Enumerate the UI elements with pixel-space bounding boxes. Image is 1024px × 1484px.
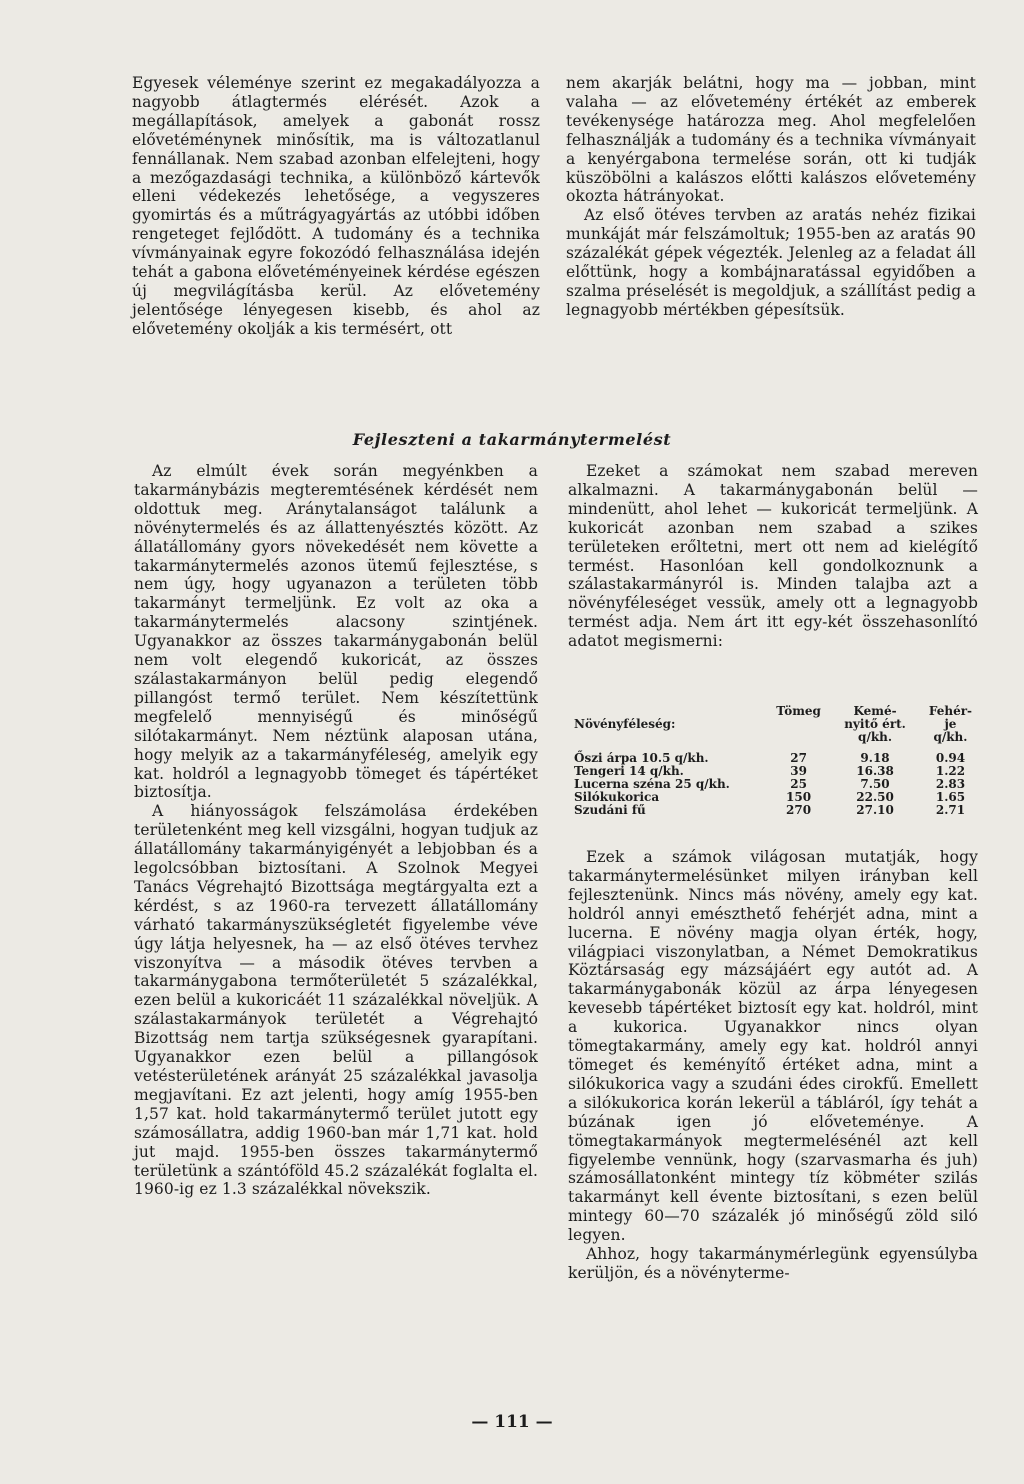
- header-line: q/kh.: [933, 730, 968, 744]
- table-header-row: [572, 705, 982, 744]
- cell-mass: 39: [790, 764, 807, 778]
- cell-mass: 270: [786, 803, 812, 817]
- table-row: [572, 804, 982, 817]
- cell-starch: 9.18: [860, 751, 890, 765]
- column-header-mass: [766, 705, 831, 744]
- cell-mass: 27: [790, 751, 807, 765]
- cell-plant: Tengeri 14 q/kh.: [574, 764, 684, 778]
- cell-protein: 1.65: [935, 790, 966, 804]
- cell-plant: Lucerna széna 25 q/kh.: [574, 777, 730, 791]
- page-number: — 111 —: [471, 1412, 553, 1432]
- cell-protein: 1.22: [935, 764, 966, 778]
- header-line: je: [944, 717, 957, 731]
- cell-starch: 7.50: [860, 777, 890, 791]
- header-line: Fehér-: [928, 704, 973, 718]
- cell-starch: 16.38: [856, 764, 894, 778]
- comparison-table: [572, 705, 982, 817]
- paragraph: Egyesek véleménye szerint ez megakadályozza a nagyobb átlagtermés elérését. Azok a megállapítások, amelyek a gabonát rossz elővetéménynek minősítik, ma is változatlanul fennállanak. Nem szabad azonban elfelejteni, hogy a mezőgazdasági technika, a különböző kártevők elleni védekezés lehetősége, a vegyszeres gyomirtás és a műtrágyagyártás az utóbbi időben rengeteget fejlődött. A tudomány és a technika vívmányainak egyre fokozódó felhasználása idején tehát a gabona elővetéményeinek kérdése egészen új megvilágításba kerül. Az elővetemény jelentősége lényegesen kisebb, és ahol az elővetemény okolják a kis termésért, ott: [132, 74, 540, 338]
- column-header-plant: Növényféleség:: [574, 717, 676, 731]
- cell-plant: Silókukorica: [574, 790, 660, 804]
- paragraph: Ezek a számok világosan mutatják, hogy takarmánytermelésünket milyen irányban kell fejlesztenünk. Nincs más növény, amely egy kat. holdról annyi emészthető fehérjét adna, mint a lucerna. E növény magja olyan érték, hogy, világpiaci viszonylatban, a Német Demokratikus Köztársaság egy mázsájáért egy autót ad. A takarmánygabonák közül az árpa lényegesen kevesebb tápértéket biztosít egy kat. holdról, mint a kukorica. Ugyanakkor nincs olyan tömegtakarmány, amely egy kat. holdról annyi tömeget és keményítő értéket adna, mint a silókukorica vagy a szudáni édes cirokfű. Emellett a silókukorica korán lekerül a tábláról, így tehát a búzának igen jó előveteménye. A tömegtakarmányok megtermelésénél azt kell figyelembe vennünk, hogy (szarvasmarha és juh) számosállatonként mintegy tíz köbméter szilás takarmányt kell évente biztosítani, s ezen belül mintegy 60—70 százalék jó minőségű zöld siló legyen.: [568, 848, 978, 1245]
- cell-protein: 2.83: [935, 777, 966, 791]
- paragraph: Az elmúlt évek során megyénkben a takarmánybázis megteremtésének kérdését nem oldottuk meg. Aránytalanságot találunk a növénytermelés és az állattenyésztés között. Az állatállomány gyors növekedését nem követte a takarmánytermelés azonos ütemű fejlesztése, s nem úgy, hogy ugyanazon a területen több takarmányt termeljünk. Ez volt az oka a takarmánytermelés alacsony szintjének. Ugyanakkor az összes takarmánygabonán belül nem volt elegendő kukoricát, az összes szálastakarmányon belül pedig elegendő pillangóst termő terület. Nem készítettünk megfelelő mennyiségű és minőségű silótakarmányt. Nem néztünk alaposan utána, hogy melyik az a takarmányféleség, amelyik egy kat. holdról a legnagyobb tömeget és tápértéket biztosítja.: [134, 462, 538, 802]
- cell-mass: 150: [786, 790, 812, 804]
- cell-plant: Őszi árpa 10.5 q/kh.: [574, 751, 709, 765]
- section-heading: Fejleszteni a takarmánytermelést: [352, 430, 672, 449]
- header-line: Kemé-: [853, 704, 897, 718]
- header-line: Tömeg: [776, 704, 821, 718]
- cell-starch: 22.50: [856, 790, 894, 804]
- cell-plant: Szudáni fű: [574, 803, 646, 817]
- column-header-starch: [831, 705, 919, 744]
- column-top-right: [566, 74, 976, 320]
- paragraph: nem akarják belátni, hogy ma — jobban, mint valaha — az elővetemény értékét az emberek tevékenysége határozza meg. Ahol megfelelően felhasználják a tudomány és a technika vívmányait a kenyérgabona termelése során, ott ki tudják küszöbölni a kalászos előtti kalászos elővetemény okozta hátrányokat.: [566, 74, 976, 206]
- column-top-left: [132, 74, 540, 339]
- paragraph: Ahhoz, hogy takarmánymérlegünk egyensúlyba kerüljön, és a növényterme-: [568, 1245, 978, 1282]
- header-line: q/kh.: [858, 730, 893, 744]
- paragraph: Ezeket a számokat nem szabad mereven alkalmazni. A takarmánygabonán belül — mindenütt, ahol lehet — kukoricát termeljünk. A kukoricát azonban nem szabad a szikes területeken erőltetni, mert ott nem ad kielégítő termést. Hasonlóan kell gondolkoznunk a szálastakarmányról is. Minden talajba azt a növényféleséget vessük, amely ott a legnagyobb termést adja. Nem árt itt egy-két összehasonlító adatot megismerni:: [568, 462, 978, 651]
- column-bottom-right-lower: [568, 848, 978, 1283]
- column-bottom-left: [134, 462, 538, 1199]
- column-header-protein: [919, 705, 982, 744]
- paragraph: A hiányosságok felszámolása érdekében területenként meg kell vizsgálni, hogyan tudjuk az állatállomány takarmányigényét a lebjobban és a legolcsóbban biztosítani. A Szolnok Megyei Tanács Végrehajtó Bizottsága megtárgyalta ezt a kérdést, s az 1960-ra tervezett állatállomány várható takarmányszükségletét figyelembe véve úgy látja helyesnek, ha — az első ötéves tervhez viszonyítva — a második ötéves tervben a takarmánygabona termőterületét 5 százalékkal, ezen belül a kukoricáét 11 százalékkal növeljük. A szálastakarmányok területét a Végrehajtó Bizottság nem tartja szükségesnek gyarapítani. Ugyanakkor ezen belül a pillangósok vetésterületének arányát 25 százalékkal javasolja megjavítani. Ez azt jelenti, hogy amíg 1955-ben 1,57 kat. hold takarmánytermő terület jutott egy számosállatra, addig 1960-ban már 1,71 kat. hold jut majd. 1955-ben összes takarmánytermő területünk a szántóföld 45.2 százalékát foglalta el. 1960-ig ez 1.3 százalékkal növekszik.: [134, 802, 538, 1199]
- cell-starch: 27.10: [856, 803, 894, 817]
- header-line: nyitő ért.: [844, 717, 906, 731]
- column-bottom-right-upper: [568, 462, 978, 651]
- cell-protein: 2.71: [935, 803, 966, 817]
- paragraph: Az első ötéves tervben az aratás nehéz fizikai munkáját már felszámoltuk; 1955-ben az aratás 90 százalékát gépek végezték. Jelenleg az a feladat áll előttünk, hogy a kombájnaratással egyidőben a szalma préselését is megoldjuk, a szállítást pedig a legnagyobb mértékben gépesítsük.: [566, 206, 976, 319]
- cell-mass: 25: [790, 777, 807, 791]
- cell-protein: 0.94: [935, 751, 966, 765]
